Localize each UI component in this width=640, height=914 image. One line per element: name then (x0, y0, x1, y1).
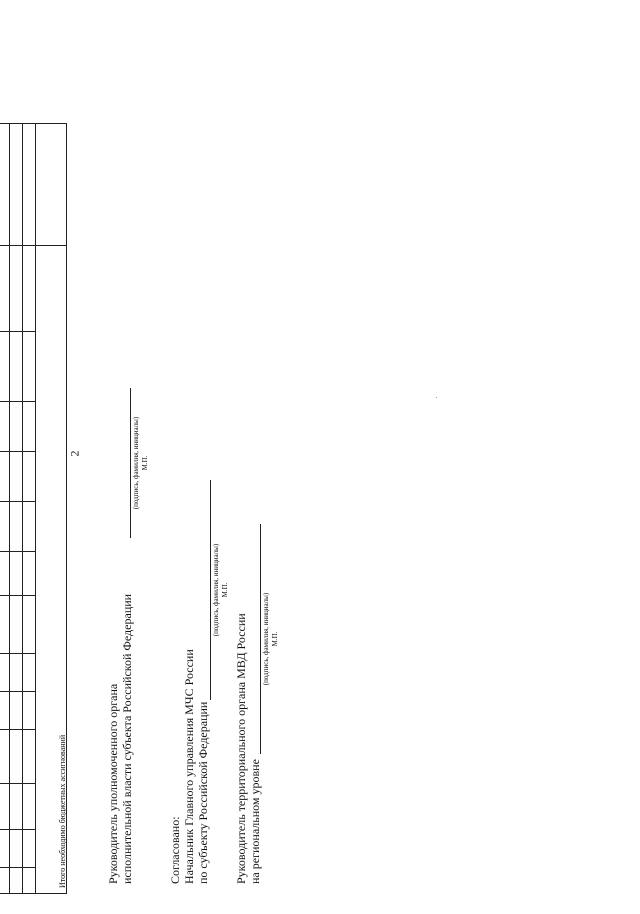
header-allowance-members (0, 245, 10, 331)
signer-3-title: Руководитель территориального органа МВД России (234, 613, 248, 884)
total-label: Итого необходимо бюджетных ассигнований (58, 734, 67, 888)
header-decision-number (0, 331, 10, 401)
signature-caption-3: (подпись, фамилия, инициалы) (262, 592, 270, 686)
register-table (0, 123, 67, 894)
stamp-label-1: М.П. (141, 455, 149, 471)
signer-1-org: исполнительной власти субъекта Российской Федерации (120, 593, 134, 884)
signature-line-2 (210, 480, 211, 700)
header-series (0, 692, 10, 730)
header-address (0, 730, 10, 784)
header-decision-date (0, 401, 10, 451)
agreed-label: Согласовано: (168, 816, 182, 884)
signer-3-org: на региональном уровне (248, 759, 262, 884)
header-allowance-burial (0, 123, 10, 245)
signer-2-title: Начальник Главного управления МЧС России (182, 649, 196, 884)
header-number (0, 868, 10, 894)
scan-speck (436, 397, 437, 398)
header-issue-date (0, 551, 10, 595)
signature-caption-1: (подпись, фамилия, инициалы) (132, 416, 140, 510)
header-birth-date (0, 451, 10, 501)
signature-line-1 (130, 388, 131, 538)
header-reg-date (0, 830, 10, 868)
table-row (23, 123, 36, 893)
stamp-label-2: М.П. (221, 582, 229, 598)
signature-line-3 (260, 524, 261, 754)
signer-2-org: по субъекту Российской Федерации (196, 701, 210, 884)
header-deceased-name (0, 501, 10, 551)
signature-caption-2: (подпись, фамилия, инициалы) (212, 543, 220, 637)
signature-block-2 (182, 649, 210, 884)
signer-1-title: Руководитель уполномоченного органа (106, 683, 120, 884)
page-number: 2 (67, 450, 82, 457)
header-doc-number (0, 654, 10, 692)
signature-block-3 (234, 613, 262, 884)
rotated-page (0, 120, 411, 914)
table-row (10, 123, 23, 893)
stamp-label-3: М.П. (271, 631, 279, 647)
signature-block-1 (106, 594, 134, 884)
header-applicant (0, 784, 10, 830)
header-issued-by (0, 596, 10, 654)
